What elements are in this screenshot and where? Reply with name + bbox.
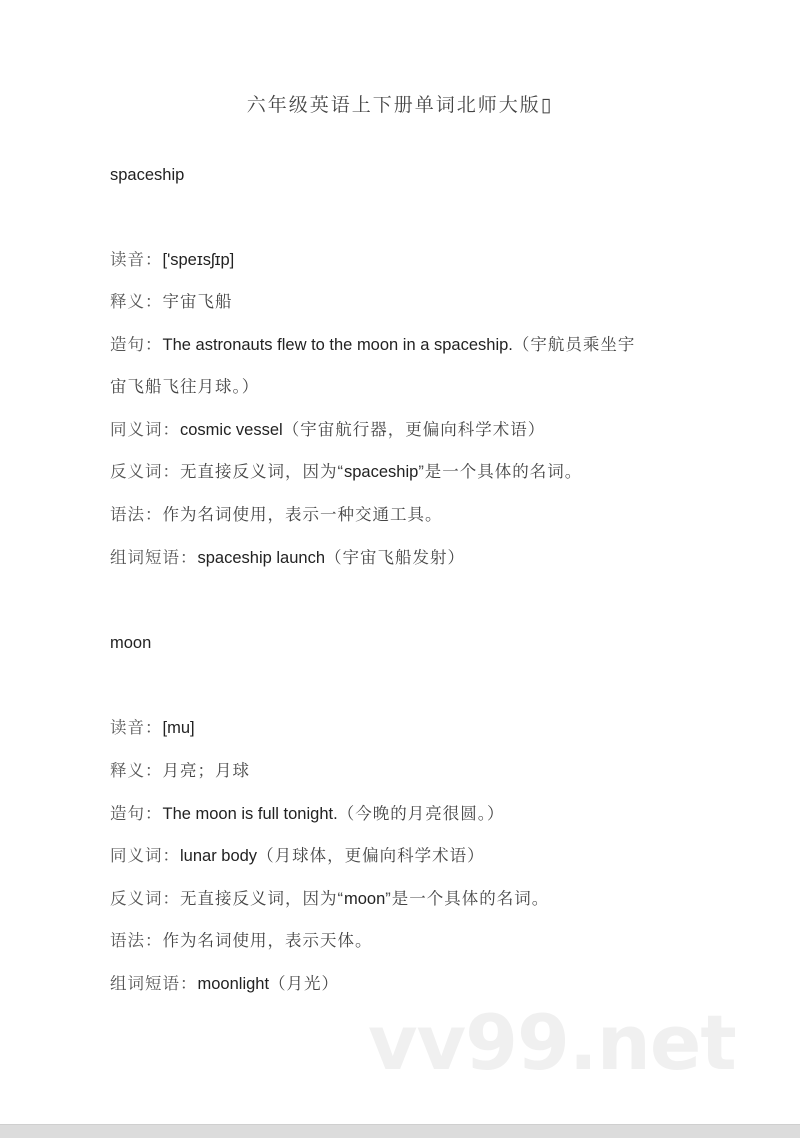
grammar: 作为名词使用，表示天体。 (162, 932, 373, 950)
pronunciation-line (110, 247, 234, 273)
phrase-line (110, 545, 465, 571)
example-line (110, 801, 504, 827)
entry-word: moon (110, 634, 152, 652)
entry-word: spaceship (110, 166, 185, 184)
example-en: The moon is full tonight. (162, 805, 338, 823)
pronunciation-line (110, 715, 195, 741)
label: 释义： (110, 762, 163, 780)
synonym: cosmic vessel (180, 421, 283, 439)
phrase: spaceship launch (197, 549, 326, 567)
label: 组词短语： (110, 549, 198, 567)
phrase-cn: （宇宙飞船发射） (325, 549, 466, 567)
antonym-line (110, 886, 549, 912)
example-cn: （宇航员乘坐宇 (512, 336, 636, 354)
label: 造句： (110, 805, 163, 823)
label: 语法： (110, 932, 163, 950)
label: 组词短语： (110, 975, 198, 993)
label: 读音： (110, 251, 163, 269)
label: 同义词： (110, 847, 180, 865)
example-cn: （今晚的月亮很圆。） (337, 805, 505, 823)
phrase: moonlight (197, 975, 270, 993)
label: 语法： (110, 506, 163, 524)
synonym-line (110, 417, 545, 443)
antonym-text: 无直接反义词，因为“ (180, 463, 344, 481)
antonym-text: ”是一个具体的名词。 (418, 463, 583, 481)
title-text: 六年级英语上下册单词北师大版 (246, 95, 541, 116)
phrase-line (110, 971, 339, 997)
label: 反义词： (110, 463, 180, 481)
grammar-line (110, 928, 373, 954)
meaning-line (110, 758, 250, 784)
synonym-note: （月球体，更偏向科学术语） (257, 847, 485, 865)
title-missing-glyph: ▯ (540, 95, 554, 116)
phrase-cn: （月光） (269, 975, 340, 993)
example-en: The astronauts flew to the moon in a spaceship. (162, 336, 513, 354)
meaning-line (110, 289, 233, 315)
pronunciation: ['speɪsʃɪp] (162, 251, 235, 269)
grammar: 作为名词使用，表示一种交通工具。 (162, 506, 443, 524)
antonym-text: 无直接反义词，因为“ (180, 890, 344, 908)
grammar-line (110, 502, 443, 528)
watermark: vv99.net (368, 998, 736, 1087)
meaning: 月亮；月球 (162, 762, 250, 780)
antonym-line (110, 459, 582, 485)
pronunciation: [mu] (162, 719, 195, 737)
label: 同义词： (110, 421, 180, 439)
synonym: lunar body (180, 847, 258, 865)
example-cn-continued: 宙飞船飞往月球。） (110, 378, 260, 396)
antonym-word: moon (344, 890, 386, 908)
example-line (110, 332, 635, 358)
label: 读音： (110, 719, 163, 737)
label: 反义词： (110, 890, 180, 908)
antonym-text: ”是一个具体的名词。 (385, 890, 550, 908)
antonym-word: spaceship (344, 463, 419, 481)
meaning: 宇宙飞船 (162, 293, 233, 311)
page-gap (0, 1124, 800, 1138)
document-title (0, 90, 800, 117)
synonym-line (110, 843, 485, 869)
label: 造句： (110, 336, 163, 354)
label: 释义： (110, 293, 163, 311)
synonym-note: （宇宙航行器，更偏向科学术语） (282, 421, 546, 439)
